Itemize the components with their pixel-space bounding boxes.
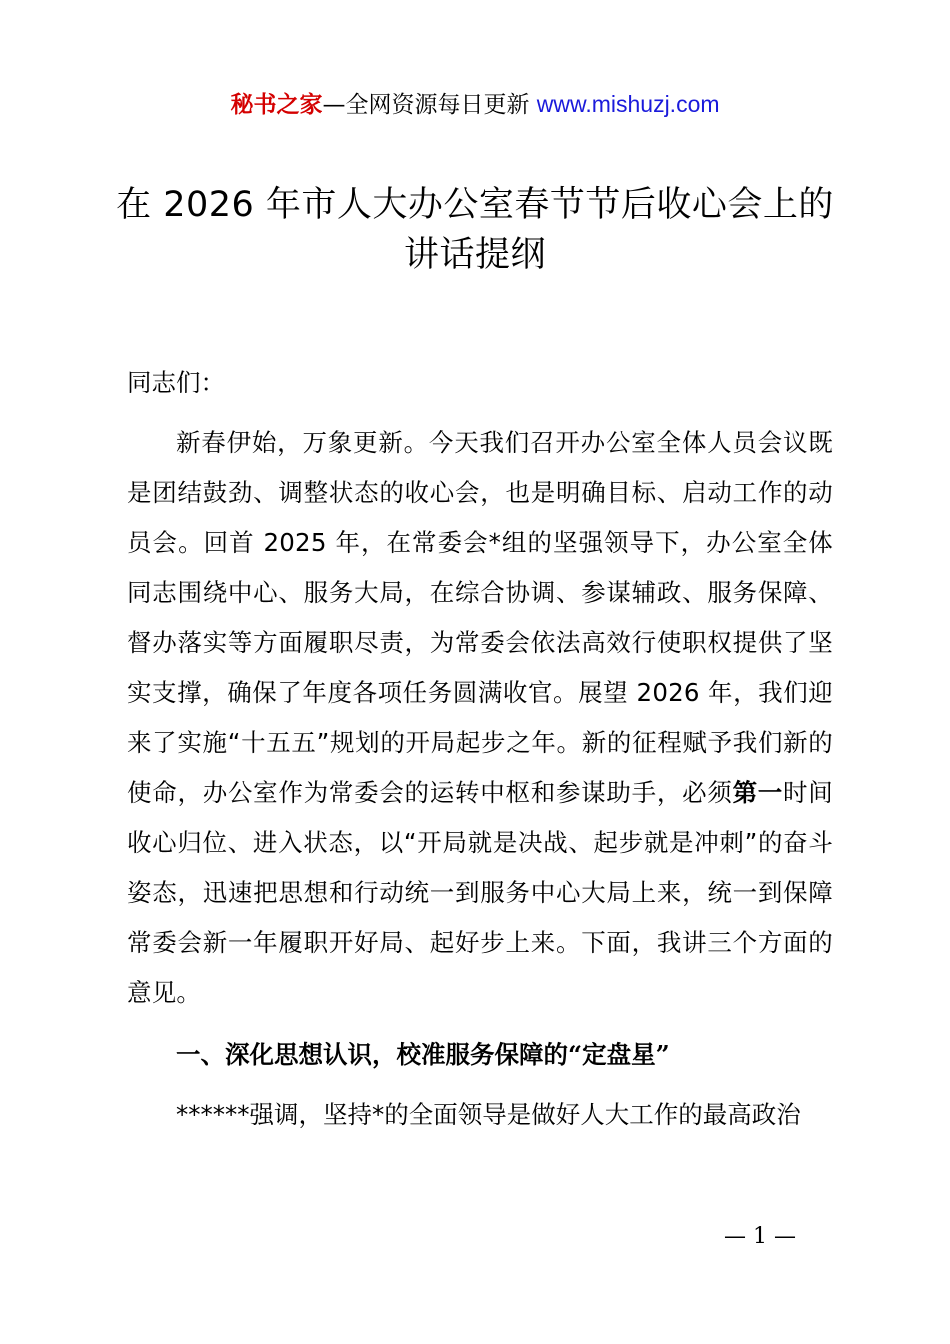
title-line-2: 讲话提纲 [403,235,546,275]
section-1-paragraph: ******强调，坚持*的全面领导是做好人大工作的最高政治 [176,1100,801,1129]
page-number: — 1 — [724,1224,796,1249]
header-tagline: —全网资源每日更新 [322,92,537,118]
brand-name: 秘书之家 [230,92,323,118]
paragraph-text-after: 时间收心归位、进入状态，以“开局就是决战、起步就是冲刺”的奋斗姿态，迅速把思想和行动统一到服务中心大局上来，统一到保障常委会新一年履职开好局、起好步上来。下面，我讲三个方面的意见。 [127,778,833,1007]
salutation: 同志们： [127,368,225,397]
opening-paragraph [127,418,833,1018]
paragraph-bold-text: 第一 [732,778,784,807]
site-url-link[interactable]: www.mishuzj.com [536,91,720,117]
title-line-1: 在 2026 年市人大办公室春节节后收心会上的 [116,185,834,225]
site-header [0,88,950,121]
paragraph-text-before: 新春伊始，万象更新。今天我们召开办公室全体人员会议既是团结鼓劲、调整状态的收心会，也是明确目标、启动工作的动员会。回首 2025 年，在常委会*组的坚强领导下，办公室全体同志围绕中心、服务大局，在综合协调、参谋辅政、服务保障、督办落实等方面履职尽责，为常委会依法高效行使职权提供了坚实支撑，确保了年度各项任务圆满收官。展望 2026 年，我们迎来了实施“十五五”规划的开局起步之年。新的征程赋予我们新的使命，办公室作为常委会的运转中枢和参谋助手，必须 [127,428,833,807]
section-heading-1: 一、深化思想认识，校准服务保障的“定盘星” [176,1040,670,1069]
document-title [80,180,870,280]
